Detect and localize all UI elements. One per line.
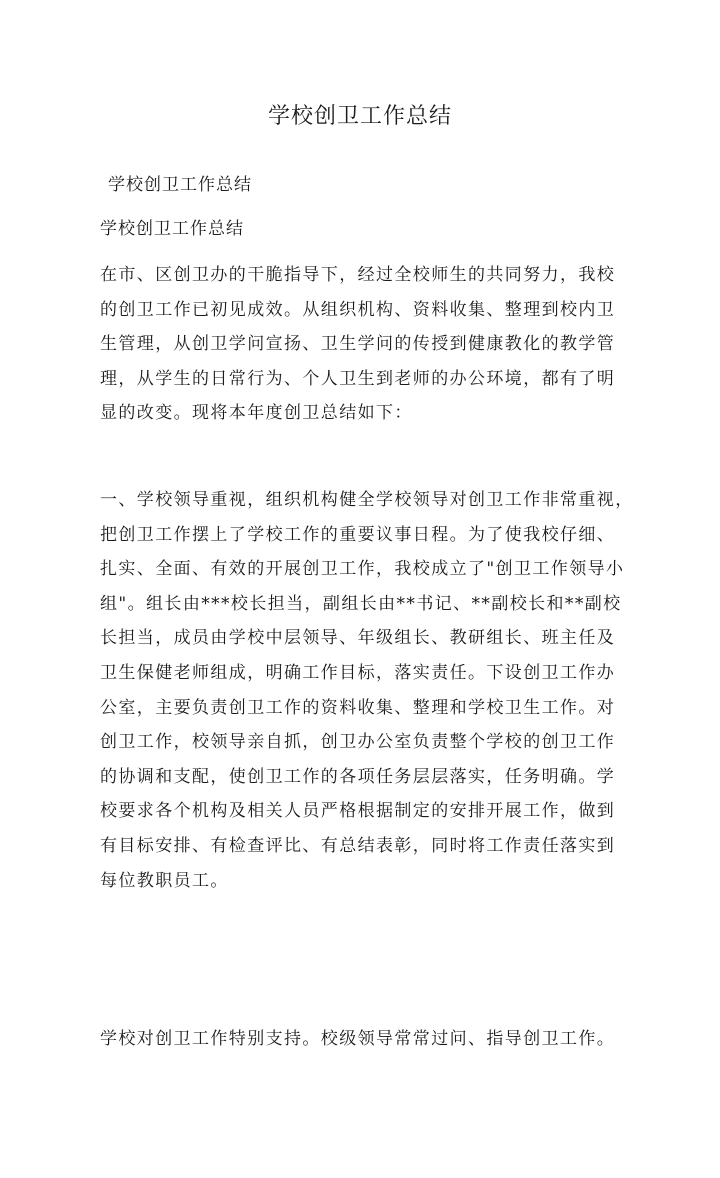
paragraph-line: 理，从学生的日常行为、个人卫生到老师的办公环境，都有了明 bbox=[100, 368, 616, 389]
paragraph-line: 每位教职员工。 bbox=[100, 870, 229, 891]
paragraph-line: 卫生保健老师组成，明确工作目标，落实责任。下设创卫工作办 bbox=[100, 662, 616, 683]
paragraph-line: 学校对创卫工作特别支持。校级领导常常过问、指导创卫工作。 bbox=[100, 1029, 616, 1049]
paragraph-line: 长担当，成员由学校中层领导、年级组长、教研组长、班主任及 bbox=[100, 628, 616, 649]
paragraph-line: 创卫工作，校领导亲自抓，创卫办公室负责整个学校的创卫工作 bbox=[100, 732, 616, 753]
document-title: 学校创卫工作总结 bbox=[267, 104, 452, 129]
paragraph-line: 公室，主要负责创卫工作的资料收集、整理和学校卫生工作。对 bbox=[100, 697, 616, 718]
paragraph-line: 有目标安排、有检查评比、有总结表彰，同时将工作责任落实到 bbox=[100, 835, 616, 856]
paragraph-section-one bbox=[100, 483, 634, 898]
paragraph-line: 校要求各个机构及相关人员严格根据制定的安排开展工作，做到 bbox=[100, 801, 616, 822]
paragraph-support bbox=[100, 1022, 630, 1057]
paragraph-intro bbox=[100, 258, 630, 431]
paragraph-line: 扎实、全面、有效的开展创卫工作，我校成立了"创卫工作领导小 bbox=[100, 559, 625, 580]
paragraph-line: 的协调和支配，使创卫工作的各项任务层层落实，任务明确。学 bbox=[100, 766, 616, 787]
paragraph-line: 把创卫工作摆上了学校工作的重要议事日程。为了使我校仔细、 bbox=[100, 524, 616, 545]
paragraph-line: 在市、区创卫办的干脆指导下，经过全校师生的共同努力，我校 bbox=[100, 265, 616, 285]
paragraph-line: 显的改变。现将本年度创卫总结如下： bbox=[100, 403, 413, 424]
paragraph-line: 组"。组长由***校长担当，副组长由**书记、**副校长和**副校 bbox=[100, 593, 622, 614]
document-subtitle-repeat: 学校创卫工作总结 bbox=[100, 219, 244, 239]
paragraph-line: 一、学校领导重视，组织机构健全学校领导对创卫工作非常重视， bbox=[100, 490, 634, 510]
paragraph-line: 生管理，从创卫学问宣扬、卫生学问的传授到健康教化的教学管 bbox=[100, 334, 616, 355]
paragraph-line: 的创卫工作已初见成效。从组织机构、资料收集、整理到校内卫 bbox=[100, 299, 616, 320]
document-subtitle: 学校创卫工作总结 bbox=[108, 175, 252, 195]
